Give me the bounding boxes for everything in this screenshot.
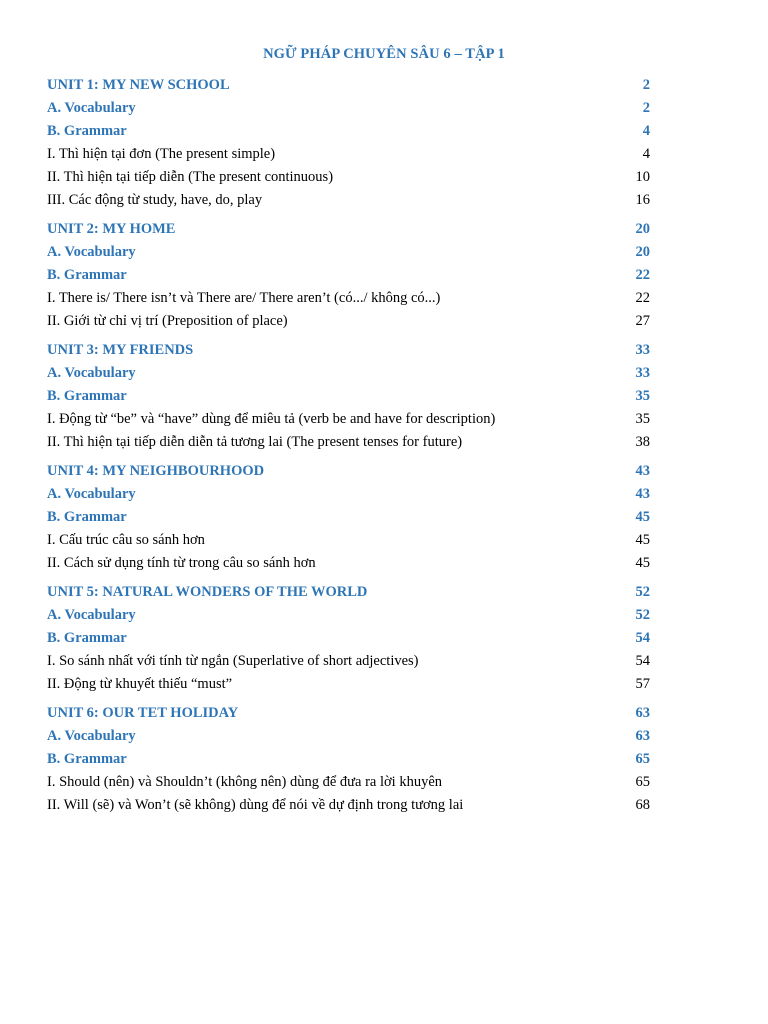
toc-section-entry[interactable] [47,506,650,529]
toc-page-number: 65 [635,774,650,790]
toc-unit-heading[interactable] [47,218,650,241]
toc-page-number: 20 [635,244,650,260]
toc-page-number: 35 [635,411,650,427]
toc-entry-text: B. Grammar [47,751,127,767]
toc-entry-text: A. Vocabulary [47,728,136,744]
toc-page-number: 27 [635,313,650,329]
toc-subsection-entry[interactable] [47,650,650,673]
toc-page-number: 10 [635,169,650,185]
toc-entry-text: I. Thì hiện tại đơn (The present simple) [47,146,276,162]
toc-subsection-entry[interactable] [47,552,650,575]
toc-unit-3 [47,339,650,454]
toc-section-entry[interactable] [47,362,650,385]
toc-entry-text: B. Grammar [47,630,127,646]
toc-unit-heading[interactable] [47,460,650,483]
toc-entry-text: A. Vocabulary [47,365,136,381]
toc-entry-text: B. Grammar [47,509,127,525]
toc-page-number: 52 [635,584,650,600]
toc-subsection-entry[interactable] [47,794,650,817]
toc-page-number: 4 [642,123,650,139]
toc-section-entry[interactable] [47,264,650,287]
toc-page-number: 63 [635,705,650,721]
toc-subsection-entry[interactable] [47,166,650,189]
toc-entry-text: I. Should (nên) và Shouldn’t (không nên) dùng để đưa ra lời khuyên [47,774,443,790]
toc-unit-heading[interactable] [47,339,650,362]
toc-entry-text: I. There is/ There isn’t và There are/ There aren’t (có.../ không có...) [47,290,441,306]
toc-unit-heading[interactable] [47,74,650,97]
toc-unit-4 [47,460,650,575]
toc-page-number: 2 [642,77,650,93]
toc-subsection-entry[interactable] [47,310,650,333]
page-title: NGỮ PHÁP CHUYÊN SÂU 6 – TẬP 1 [263,46,505,62]
toc-page-number: 22 [635,290,650,306]
toc-entry-text: UNIT 5: NATURAL WONDERS OF THE WORLD [47,584,368,600]
toc-subsection-entry[interactable] [47,189,650,212]
toc-page-number: 35 [635,388,650,404]
toc-subsection-entry[interactable] [47,673,650,696]
toc-page-number: 45 [635,532,650,548]
toc-page-number: 33 [635,365,650,381]
toc-section-entry[interactable] [47,604,650,627]
toc-entry-text: II. Thì hiện tại tiếp diễn (The present continuous) [47,169,334,185]
table-of-contents [47,74,650,823]
toc-page-number: 43 [635,486,650,502]
toc-entry-text: I. Cấu trúc câu so sánh hơn [47,532,205,548]
toc-section-entry[interactable] [47,483,650,506]
toc-subsection-entry[interactable] [47,408,650,431]
toc-entry-text: B. Grammar [47,267,127,283]
toc-page-number: 43 [635,463,650,479]
toc-page-number: 45 [635,555,650,571]
toc-subsection-entry[interactable] [47,771,650,794]
toc-unit-6 [47,702,650,817]
toc-unit-2 [47,218,650,333]
toc-subsection-entry[interactable] [47,529,650,552]
toc-section-entry[interactable] [47,120,650,143]
toc-entry-text: UNIT 2: MY HOME [47,221,176,237]
toc-entry-text: UNIT 6: OUR TET HOLIDAY [47,705,239,721]
toc-page-number: 52 [635,607,650,623]
toc-section-entry[interactable] [47,748,650,771]
toc-section-entry[interactable] [47,385,650,408]
toc-entry-text: II. Cách sử dụng tính từ trong câu so sánh hơn [47,555,316,571]
toc-subsection-entry[interactable] [47,287,650,310]
toc-subsection-entry[interactable] [47,431,650,454]
toc-entry-text: III. Các động từ study, have, do, play [47,192,263,208]
toc-unit-heading[interactable] [47,702,650,725]
toc-entry-text: II. Thì hiện tại tiếp diễn diễn tả tương lai (The present tenses for future) [47,434,463,450]
toc-page-number: 45 [635,509,650,525]
toc-entry-text: I. Động từ “be” và “have” dùng để miêu tả (verb be and have for description) [47,411,496,427]
toc-entry-text: UNIT 3: MY FRIENDS [47,342,194,358]
toc-entry-text: I. So sánh nhất với tính từ ngắn (Superlative of short adjectives) [47,653,419,669]
toc-unit-heading[interactable] [47,581,650,604]
toc-entry-text: UNIT 1: MY NEW SCHOOL [47,77,230,93]
toc-page-number: 20 [635,221,650,237]
toc-page-number: 33 [635,342,650,358]
toc-entry-text: II. Giới từ chỉ vị trí (Preposition of place) [47,313,288,329]
toc-section-entry[interactable] [47,627,650,650]
toc-section-entry[interactable] [47,241,650,264]
toc-page-number: 22 [635,267,650,283]
toc-page-number: 63 [635,728,650,744]
toc-unit-5 [47,581,650,696]
toc-entry-text: A. Vocabulary [47,607,136,623]
toc-subsection-entry[interactable] [47,143,650,166]
toc-page-number: 2 [642,100,650,116]
toc-entry-text: II. Động từ khuyết thiếu “must” [47,676,233,692]
toc-entry-text: A. Vocabulary [47,486,136,502]
toc-unit-1 [47,74,650,212]
toc-entry-text: II. Will (sẽ) và Won’t (sẽ không) dùng để nói về dự định trong tương lai [47,797,464,813]
toc-section-entry[interactable] [47,97,650,120]
toc-page-number: 68 [635,797,650,813]
toc-page-number: 4 [642,146,650,162]
toc-page-number: 65 [635,751,650,767]
toc-page-number: 54 [635,630,650,646]
toc-entry-text: A. Vocabulary [47,244,136,260]
toc-entry-text: A. Vocabulary [47,100,136,116]
toc-page-number: 38 [635,434,650,450]
toc-page-number: 57 [635,676,650,692]
toc-page-number: 54 [635,653,650,669]
toc-entry-text: B. Grammar [47,388,127,404]
toc-section-entry[interactable] [47,725,650,748]
toc-entry-text: UNIT 4: MY NEIGHBOURHOOD [47,463,265,479]
toc-page-number: 16 [635,192,650,208]
toc-entry-text: B. Grammar [47,123,127,139]
